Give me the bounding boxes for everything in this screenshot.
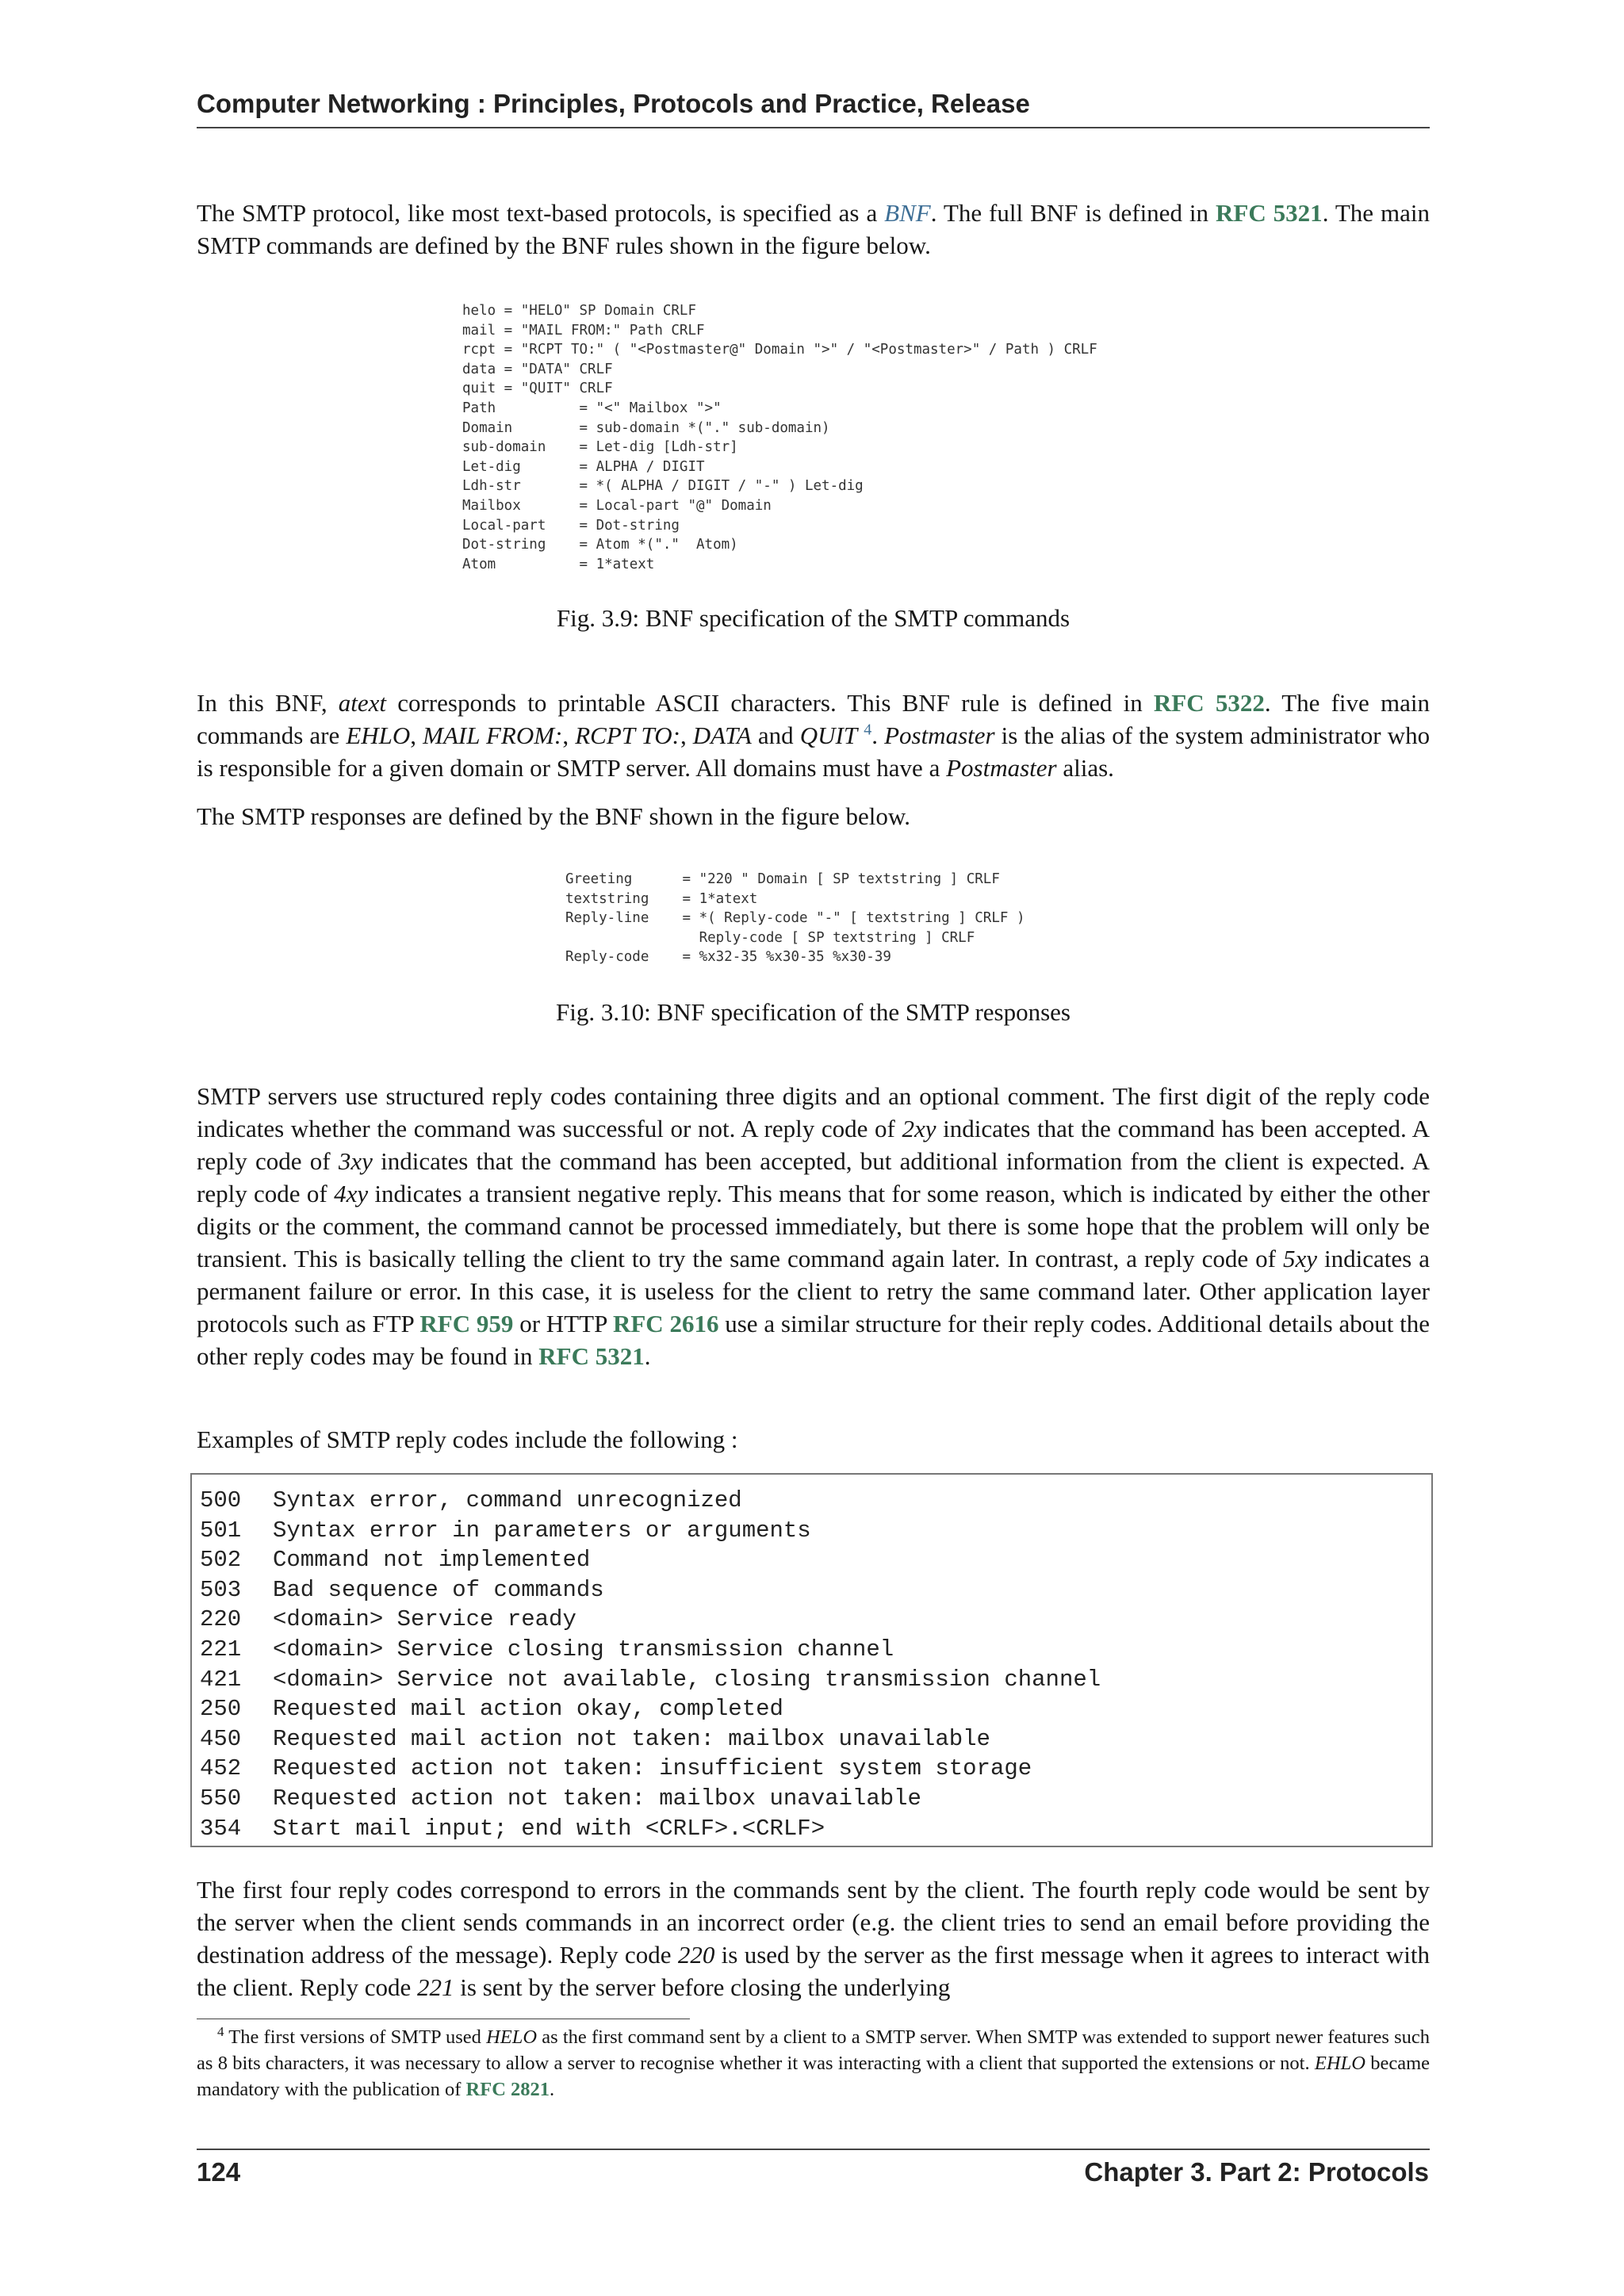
atext-term: atext	[338, 689, 387, 717]
reply-code-text: Requested mail action not taken: mailbox unavailable	[273, 1725, 990, 1752]
text-span: .	[871, 721, 885, 749]
rfc-959-link[interactable]: RFC 959	[419, 1310, 514, 1337]
text-span: .	[644, 1342, 651, 1370]
text-span: as the first command sent by a client to a SMTP server. When SMTP was extended to support newer features such as 8 bits characters, it was necessary to allow a server to recognise whether it was interacting with a client that supported the extensions or not.	[197, 2026, 1430, 2074]
text-span: .	[550, 2079, 555, 2100]
text-span: became mandatory with the publication of	[197, 2053, 1431, 2100]
reply-code-number: 452	[200, 1755, 242, 1782]
reply-codes-paragraph	[197, 1080, 1430, 1372]
text-span: alias.	[1056, 754, 1114, 782]
footnote-4	[197, 2024, 1430, 2103]
bnf-rule-line: Domain = sub-domain *("." sub-domain)	[462, 419, 830, 436]
text-span: indicates a permanent failure or error. In this case, it is useless for the client to retry the same command later. Other application layer protocols such as FTP	[197, 1245, 1430, 1337]
bnf-rule-line: sub-domain = Let-dig [Ldh-str]	[462, 439, 738, 456]
text-span: ,	[680, 721, 693, 749]
figure-3-10-caption: Fig. 3.10: BNF specification of the SMTP responses	[556, 998, 1071, 1026]
reply-codes-listing	[192, 1475, 1431, 1843]
code-4xy: 4xy	[334, 1180, 369, 1207]
data-term: DATA	[692, 721, 752, 749]
footer-rule	[197, 2149, 1430, 2150]
reply-code-number: 503	[200, 1576, 242, 1603]
bnf-rule-line: Greeting = "220 " Domain [ SP textstring ] CRLF	[565, 871, 1000, 887]
reply-code-line	[200, 1516, 1431, 1546]
reply-code-number: 500	[200, 1487, 242, 1513]
bnf-rule-line: textstring = 1*atext	[565, 890, 758, 907]
text-span: ,	[562, 721, 576, 749]
bnf-rule-line: Atom = 1*atext	[462, 556, 655, 572]
rfc-2821-link[interactable]: RFC 2821	[465, 2079, 550, 2100]
code-2xy: 2xy	[902, 1115, 936, 1142]
bnf-rule-line: quit = "QUIT" CRLF	[462, 381, 613, 397]
ehlo-term: EHLO	[1314, 2053, 1365, 2074]
text-span: and	[751, 721, 800, 749]
chapter-title: Chapter 3. Part 2: Protocols	[1084, 2157, 1429, 2187]
reply-codes-code-block	[190, 1473, 1433, 1847]
helo-term: HELO	[486, 2026, 538, 2048]
text-span: In this BNF,	[197, 689, 339, 717]
bnf-rule-line: Let-dig = ALPHA / DIGIT	[462, 458, 705, 475]
text-span: . The five main commands are	[197, 689, 1430, 749]
reply-code-number: 221	[200, 1636, 242, 1663]
figure-3-9-caption: Fig. 3.9: BNF specification of the SMTP commands	[556, 604, 1071, 632]
header-rule	[197, 127, 1430, 128]
bnf-commands-figure	[462, 301, 1097, 574]
intro-paragraph	[197, 197, 1430, 262]
bnf-rule-line: Reply-code = %x32-35 %x30-35 %x30-39	[565, 949, 891, 966]
reply-code-number: 250	[200, 1696, 242, 1723]
reply-code-text: Command not implemented	[273, 1547, 591, 1574]
quit-term: QUIT	[799, 721, 858, 749]
text-span: or HTTP	[513, 1310, 613, 1337]
bnf-rule-line: Dot-string = Atom *("." Atom)	[462, 537, 738, 553]
examples-intro-paragraph: Examples of SMTP reply codes include the following :	[197, 1425, 738, 1453]
reply-code-number: 220	[200, 1606, 242, 1633]
rfc-2616-link[interactable]: RFC 2616	[612, 1310, 719, 1337]
text-span: . The main SMTP commands are defined by the BNF rules shown in the figure below.	[197, 199, 1430, 259]
reply-code-line	[200, 1545, 1431, 1575]
text-span: ,	[410, 721, 423, 749]
bnf-rule-line: Path = "<" Mailbox ">"	[462, 400, 722, 416]
reply-code-line	[200, 1754, 1431, 1784]
bnf-rule-line: mail = "MAIL FROM:" Path CRLF	[462, 322, 705, 339]
reply-code-number: 550	[200, 1785, 242, 1812]
reply-code-number: 450	[200, 1725, 242, 1752]
text-span: is used by the server as the first message when it agrees to interact with the client. Reply code	[197, 1941, 1431, 2001]
bnf-rule-line: Local-part = Dot-string	[462, 517, 680, 534]
reply-code-line	[200, 1784, 1431, 1814]
reply-code-text: Syntax error, command unrecognized	[273, 1487, 742, 1513]
reply-code-line	[200, 1605, 1431, 1635]
text-span: corresponds to printable ASCII characters. This BNF rule is defined in	[386, 689, 1154, 717]
postmaster-term: Postmaster	[946, 754, 1057, 782]
text-span: indicates that the command has been accepted, but additional information from the client is expected. A reply code of	[197, 1147, 1430, 1207]
bnf-link[interactable]: BNF	[884, 199, 931, 227]
bnf-rule-line: Ldh-str = *( ALPHA / DIGIT / "-" ) Let-dig	[462, 478, 864, 495]
reply-code-text: Requested mail action okay, completed	[273, 1696, 783, 1723]
reply-code-line	[200, 1814, 1431, 1844]
reply-code-line	[200, 1724, 1431, 1755]
code-221: 221	[417, 1973, 454, 2001]
page-number: 124	[197, 2157, 241, 2187]
reply-code-number: 354	[200, 1815, 242, 1842]
text-span: is sent by the server before closing the underlying	[454, 1973, 951, 2001]
bnf-rule-line: helo = "HELO" SP Domain CRLF	[462, 303, 697, 319]
text-span: The first versions of SMTP used	[224, 2026, 487, 2048]
ehlo-term: EHLO	[346, 721, 411, 749]
postmaster-term: Postmaster	[884, 721, 995, 749]
rfc-5322-link[interactable]: RFC 5322	[1153, 689, 1265, 717]
bnf-rule-line: data = "DATA" CRLF	[462, 361, 613, 377]
reply-code-text: Syntax error in parameters or arguments	[273, 1517, 811, 1544]
reply-code-text: Requested action not taken: insufficient system storage	[273, 1755, 1032, 1782]
reply-code-line	[200, 1665, 1431, 1695]
reply-code-text: Requested action not taken: mailbox unavailable	[273, 1785, 921, 1812]
bnf-rule-line: Reply-code [ SP textstring ] CRLF	[565, 929, 975, 946]
reply-code-line	[200, 1694, 1431, 1724]
bnf-responses-figure	[565, 870, 1025, 967]
text-span: The SMTP protocol, like most text-based protocols, is specified as a	[197, 199, 885, 227]
rfc-5321-link[interactable]: RFC 5321	[1216, 199, 1323, 227]
code-3xy: 3xy	[338, 1147, 373, 1175]
text-span: The first four reply codes correspond to errors in the commands sent by the client. The fourth reply code would be sent by the server when the client sends commands in an incorrect order (e.g. the client tries to send an email before providing the destination address of the message). Reply code	[197, 1876, 1430, 1969]
bnf-rule-line: Reply-line = *( Reply-code "-" [ textstring ] CRLF )	[565, 910, 1025, 927]
footnote-ref-4[interactable]: 4	[864, 721, 872, 739]
text-span: is the alias of the system administrator who is responsible for a given domain or SMTP server. All domains must have a	[197, 721, 1431, 782]
bnf-rule-line: Mailbox = Local-part "@" Domain	[462, 497, 772, 514]
text-span: SMTP servers use structured reply codes containing three digits and an optional comment. The first digit of the reply code indicates whether the command was successful or not. A reply code of	[197, 1082, 1430, 1142]
reply-code-text: <domain> Service not available, closing transmission channel	[273, 1666, 1101, 1693]
reply-code-text: Bad sequence of commands	[273, 1576, 604, 1603]
reply-code-line	[200, 1486, 1431, 1516]
reply-code-number: 502	[200, 1547, 242, 1574]
reply-code-number: 501	[200, 1517, 242, 1544]
code-220: 220	[677, 1941, 715, 1969]
text-span: indicates a transient negative reply. This means that for some reason, which is indicated by either the other digits or the comment, the command cannot be processed immediately, but there is some hope that the problem will only be transient. This is basically telling the client to try the same command again later. In contrast, a reply code of	[197, 1180, 1430, 1272]
reply-code-text: Start mail input; end with <CRLF>.<CRLF>	[273, 1815, 825, 1842]
reply-code-number: 421	[200, 1666, 242, 1693]
reply-code-text: <domain> Service ready	[273, 1606, 576, 1633]
bnf-rule-line: rcpt = "RCPT TO:" ( "<Postmaster@" Domain ">" / "<Postmaster>" / Path ) CRLF	[462, 342, 1097, 358]
text-span: . The full BNF is defined in	[930, 199, 1216, 227]
running-header: Computer Networking : Principles, Protocols and Practice, Release	[197, 89, 1030, 118]
bnf-explanation-paragraph	[197, 687, 1430, 784]
footnote-number: 4	[217, 2023, 224, 2039]
text-span: use a similar structure for their reply codes. Additional details about the other reply codes may be found in	[197, 1310, 1430, 1370]
reply-code-line	[200, 1635, 1431, 1665]
reply-codes-discussion-paragraph	[197, 1873, 1430, 2003]
mail-from-term: MAIL FROM:	[423, 721, 563, 749]
rcpt-to-term: RCPT TO:	[575, 721, 680, 749]
reply-code-line	[200, 1575, 1431, 1605]
text-span: indicates that the command has been accepted. A reply code of	[197, 1115, 1430, 1175]
rfc-5321-link[interactable]: RFC 5321	[538, 1342, 645, 1370]
code-5xy: 5xy	[1283, 1245, 1318, 1272]
responses-intro-paragraph: The SMTP responses are defined by the BNF shown in the figure below.	[197, 802, 910, 830]
reply-code-text: <domain> Service closing transmission channel	[273, 1636, 894, 1663]
